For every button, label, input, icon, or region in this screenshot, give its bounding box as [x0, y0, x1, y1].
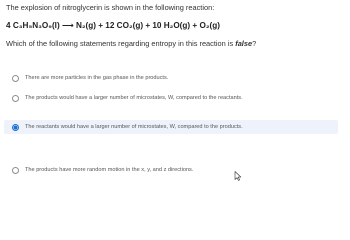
- radio-button-2[interactable]: [12, 95, 19, 102]
- answer-option-2-label: The products would have a larger number of microstates, W, compared to the reactants.: [25, 95, 243, 101]
- answer-option-3[interactable]: [4, 120, 338, 134]
- question-prompt-text: Which of the following statements regarding entropy in this reaction is: [6, 39, 236, 48]
- question-prompt-end: ?: [252, 39, 257, 48]
- question-prompt-emphasis: false: [235, 39, 253, 48]
- mouse-pointer-icon: [234, 171, 242, 181]
- answer-option-2[interactable]: [4, 92, 338, 104]
- radio-button-4[interactable]: [12, 167, 19, 174]
- answer-option-4[interactable]: [4, 164, 338, 176]
- answer-option-1[interactable]: [4, 72, 338, 84]
- radio-button-3-selected[interactable]: [12, 124, 19, 131]
- answer-option-3-label: The reactants would have a larger number of microstates, W, compared to the products.: [25, 124, 243, 130]
- reaction-equation: 4 C₃H₅N₃O₉(l) ⟶ N₂(g) + 12 CO₂(g) + 10 H₂O(g) + O₂(g): [6, 21, 220, 30]
- question-prompt: [6, 39, 256, 48]
- question-intro: The explosion of nitroglycerin is shown in the following reaction:: [6, 3, 215, 12]
- answer-option-1-label: There are more particles in the gas phase in the products.: [25, 75, 169, 81]
- radio-button-1[interactable]: [12, 75, 19, 82]
- answer-option-4-label: The products have more random motion in the x, y, and z directions.: [25, 167, 194, 173]
